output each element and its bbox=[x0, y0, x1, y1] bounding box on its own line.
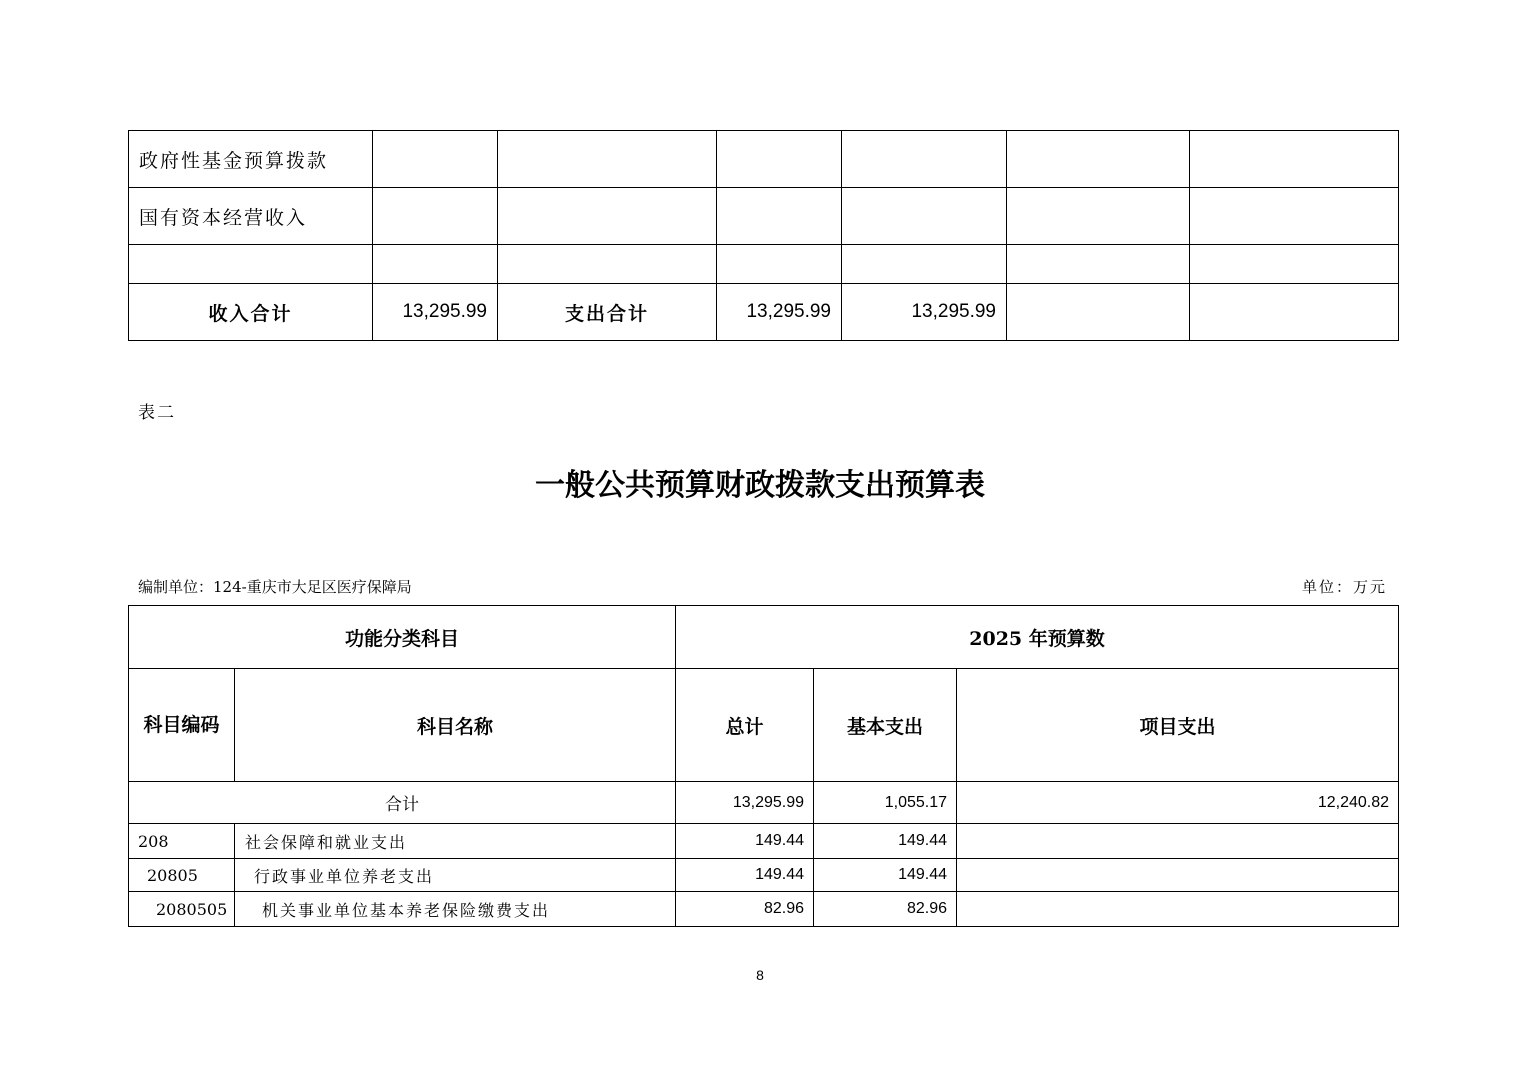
row-total: 82.96 bbox=[676, 892, 814, 927]
org-line: 编制单位：124-重庆市大足区医疗保障局 bbox=[138, 578, 412, 596]
total-row bbox=[129, 284, 1399, 341]
basic-header: 基本支出 bbox=[814, 669, 957, 782]
row-basic: 149.44 bbox=[814, 859, 957, 892]
total-label: 合计 bbox=[129, 782, 676, 824]
table-label: 表二 bbox=[138, 403, 176, 423]
row-basic: 82.96 bbox=[814, 892, 957, 927]
row-total: 149.44 bbox=[676, 824, 814, 859]
row-name: 行政事业单位养老支出 bbox=[235, 859, 676, 892]
row-project bbox=[957, 892, 1399, 927]
project-header: 项目支出 bbox=[957, 669, 1399, 782]
table-row bbox=[129, 824, 1399, 859]
row-total: 149.44 bbox=[676, 859, 814, 892]
table-row bbox=[129, 131, 1399, 188]
expense-total-col5: 13,295.99 bbox=[842, 284, 1007, 341]
table-row bbox=[129, 245, 1399, 284]
row-project bbox=[957, 824, 1399, 859]
row-label: 国有资本经营收入 bbox=[129, 188, 373, 245]
code-header: 科目编码 bbox=[129, 669, 235, 782]
income-total-value: 13,295.99 bbox=[373, 284, 498, 341]
row-label: 政府性基金预算拨款 bbox=[129, 131, 373, 188]
row-code: 2080505 bbox=[129, 892, 235, 927]
total-value: 13,295.99 bbox=[676, 782, 814, 824]
budget-year-header: 2025 年预算数 bbox=[676, 606, 1399, 669]
table-row bbox=[129, 859, 1399, 892]
row-basic: 149.44 bbox=[814, 824, 957, 859]
page-title: 一般公共预算财政拨款支出预算表 bbox=[535, 468, 985, 503]
total-header: 总计 bbox=[676, 669, 814, 782]
income-total-label: 收入合计 bbox=[129, 284, 373, 341]
row-name: 机关事业单位基本养老保险缴费支出 bbox=[235, 892, 676, 927]
row-label bbox=[129, 245, 373, 284]
category-header: 功能分类科目 bbox=[129, 606, 676, 669]
name-header: 科目名称 bbox=[235, 669, 676, 782]
total-row bbox=[129, 782, 1399, 824]
project-value: 12,240.82 bbox=[957, 782, 1399, 824]
expenditure-budget-table bbox=[128, 605, 1399, 927]
unit-line: 单位：万元 bbox=[1301, 578, 1387, 596]
table-row bbox=[129, 892, 1399, 927]
header-row bbox=[129, 669, 1399, 782]
table-row bbox=[129, 188, 1399, 245]
header-row bbox=[129, 606, 1399, 669]
row-project bbox=[957, 859, 1399, 892]
income-expense-summary-table bbox=[128, 130, 1399, 341]
row-code: 20805 bbox=[129, 859, 235, 892]
page-number: 8 bbox=[756, 967, 764, 983]
row-name: 社会保障和就业支出 bbox=[235, 824, 676, 859]
basic-value: 1,055.17 bbox=[814, 782, 957, 824]
expense-total-label: 支出合计 bbox=[498, 284, 717, 341]
expense-total-value: 13,295.99 bbox=[717, 284, 842, 341]
row-code: 208 bbox=[129, 824, 235, 859]
